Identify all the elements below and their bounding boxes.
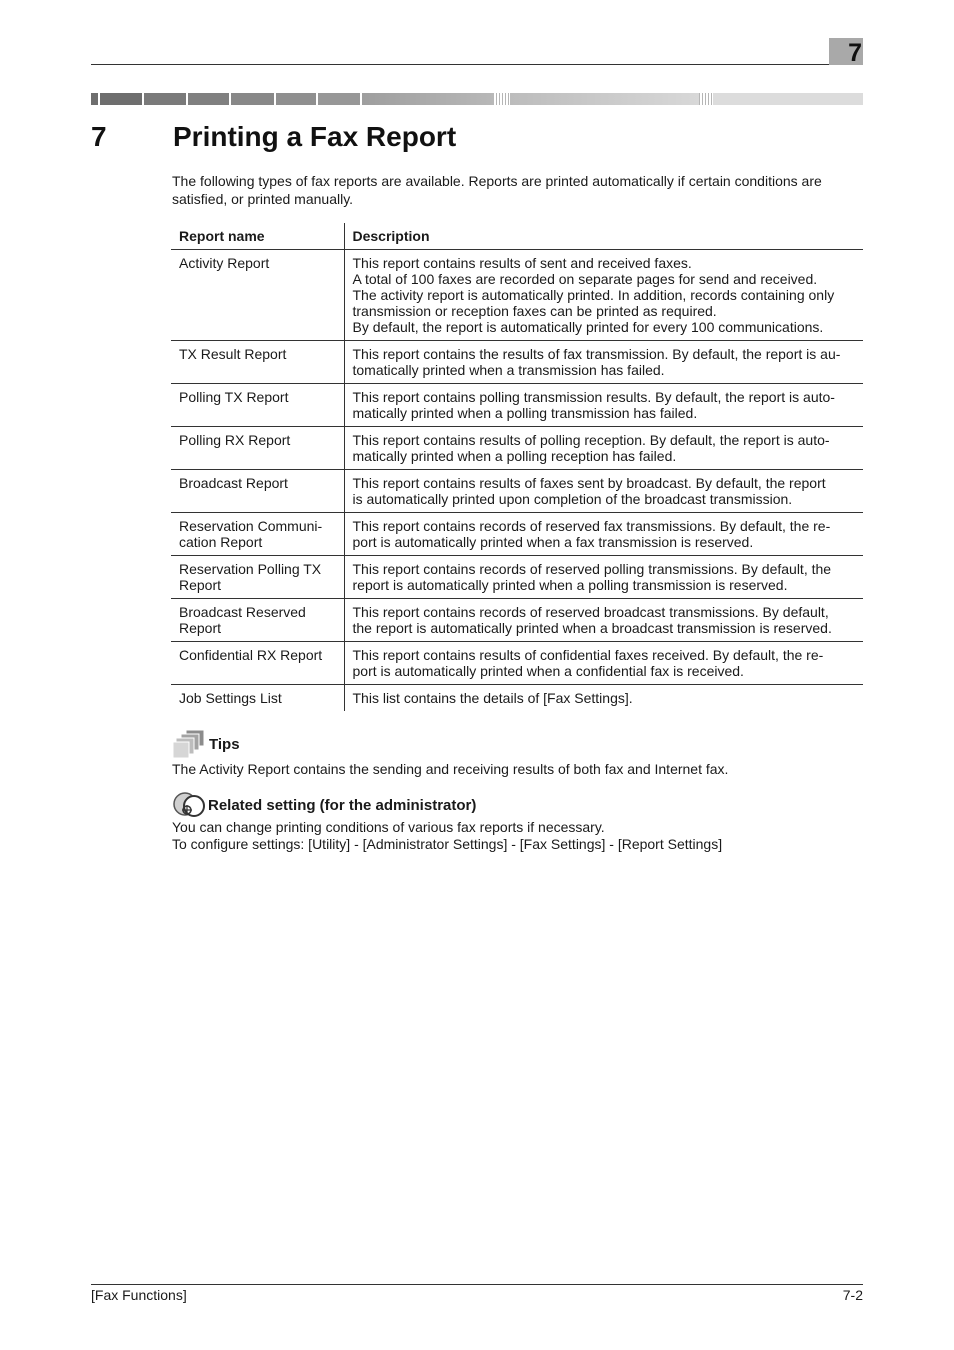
description-cell (344, 383, 863, 426)
tips-text: The Activity Report contains the sending and receiving results of both fax and Internet fax. (172, 761, 729, 777)
report-name-line: Confidential RX Report (179, 646, 323, 663)
description-line: transmission or reception faxes can be printed as required. (352, 302, 717, 319)
report-types-table (171, 223, 863, 711)
table-row (171, 641, 863, 684)
related-setting-title: Related setting (for the administrator) (208, 796, 477, 814)
description-line: This report contains results of confidential faxes received. By default, the re- (352, 646, 824, 663)
report-name-line: Report (179, 619, 222, 636)
description-line: matically printed when a polling transmission has failed. (352, 404, 698, 421)
related-setting-heading (172, 791, 476, 819)
table-row (171, 383, 863, 426)
report-name-line: cation Report (179, 533, 263, 550)
description-cell (344, 555, 863, 598)
footer-page-number: 7-2 (842, 1287, 863, 1303)
related-setting-text (172, 819, 722, 853)
description-line: is automatically printed upon completion of the broadcast transmission. (352, 490, 793, 507)
footer-rule (91, 1284, 863, 1285)
related-setting-line: You can change printing conditions of various fax reports if necessary. (172, 819, 605, 835)
description-line: The activity report is automatically printed. In addition, records containing only (352, 286, 835, 303)
intro-line: satisfied, or printed manually. (172, 191, 354, 207)
related-setting-icon (172, 791, 206, 819)
table-row (171, 469, 863, 512)
report-name-cell (171, 641, 344, 684)
table-row (171, 512, 863, 555)
intro-paragraph (172, 172, 862, 208)
description-cell (344, 512, 863, 555)
table-row (171, 340, 863, 383)
column-header-report-name: Report name (171, 223, 344, 249)
header-rule (91, 64, 863, 65)
report-name-line: Broadcast Report (179, 474, 288, 491)
description-cell (344, 641, 863, 684)
description-line: This report contains results of faxes sent by broadcast. By default, the report (352, 474, 826, 491)
report-name-cell (171, 426, 344, 469)
description-line: This report contains records of reserved broadcast transmissions. By default, (352, 603, 829, 620)
report-name-line: Report (179, 576, 222, 593)
description-cell (344, 340, 863, 383)
description-line: This report contains records of reserved polling transmissions. By default, the (352, 560, 832, 577)
chapter-title: Printing a Fax Report (173, 121, 457, 152)
table-header-row (171, 223, 863, 249)
tips-icon (172, 729, 206, 759)
description-line: matically printed when a polling reception has failed. (352, 447, 677, 464)
description-line: the report is automatically printed when a broadcast transmission is reserved. (352, 619, 832, 636)
report-name-line: Broadcast Reserved (179, 603, 306, 620)
chapter-number: 7 (91, 121, 107, 152)
report-name-line: Reservation Polling TX (179, 560, 322, 577)
description-line: By default, the report is automatically printed for every 100 communications. (352, 318, 824, 335)
footer-section-name: [Fax Functions] (91, 1287, 187, 1303)
description-line: This list contains the details of [Fax Settings]. (352, 689, 633, 706)
tips-heading (172, 727, 240, 759)
description-line: This report contains the results of fax transmission. By default, the report is au- (352, 345, 841, 362)
report-name-cell (171, 249, 344, 340)
description-line: port is automatically printed when a fax transmission is reserved. (352, 533, 754, 550)
report-name-cell (171, 383, 344, 426)
description-line: A total of 100 faxes are recorded on separate pages for send and received. (352, 270, 818, 287)
report-name-line: Activity Report (179, 254, 270, 271)
table-row (171, 249, 863, 340)
report-name-line: Reservation Communi- (179, 517, 323, 534)
description-cell (344, 684, 863, 711)
description-cell (344, 598, 863, 641)
description-cell (344, 426, 863, 469)
report-name-line: Job Settings List (179, 689, 282, 706)
report-name-cell (171, 555, 344, 598)
intro-line: The following types of fax reports are available. Reports are printed automatically if certain conditions are (172, 173, 822, 189)
description-line: This report contains records of reserved fax transmissions. By default, the re- (352, 517, 831, 534)
report-name-cell (171, 469, 344, 512)
description-line: tomatically printed when a transmission has failed. (352, 361, 665, 378)
table-row (171, 426, 863, 469)
column-header-description: Description (344, 223, 863, 249)
description-line: This report contains polling transmission results. By default, the report is auto- (352, 388, 835, 405)
report-name-cell (171, 512, 344, 555)
report-name-cell (171, 340, 344, 383)
description-cell (344, 469, 863, 512)
table-row (171, 598, 863, 641)
related-setting-line: To configure settings: [Utility] - [Administrator Settings] - [Fax Settings] - [Report Settings] (172, 836, 723, 852)
report-name-line: TX Result Report (179, 345, 287, 362)
table-row (171, 684, 863, 711)
tips-title: Tips (209, 736, 240, 753)
description-line: port is automatically printed when a confidential fax is received. (352, 662, 744, 679)
description-line: report is automatically printed when a polling transmission is reserved. (352, 576, 788, 593)
chapter-heading (91, 117, 456, 157)
report-name-cell (171, 598, 344, 641)
description-cell (344, 249, 863, 340)
table-row (171, 555, 863, 598)
chapter-tab: 7 (829, 38, 863, 65)
report-name-line: Polling RX Report (179, 431, 291, 448)
report-name-cell (171, 684, 344, 711)
report-name-line: Polling TX Report (179, 388, 289, 405)
description-line: This report contains results of sent and received faxes. (352, 254, 692, 271)
decorative-header-bar (91, 93, 863, 105)
description-line: This report contains results of polling reception. By default, the report is auto- (352, 431, 830, 448)
